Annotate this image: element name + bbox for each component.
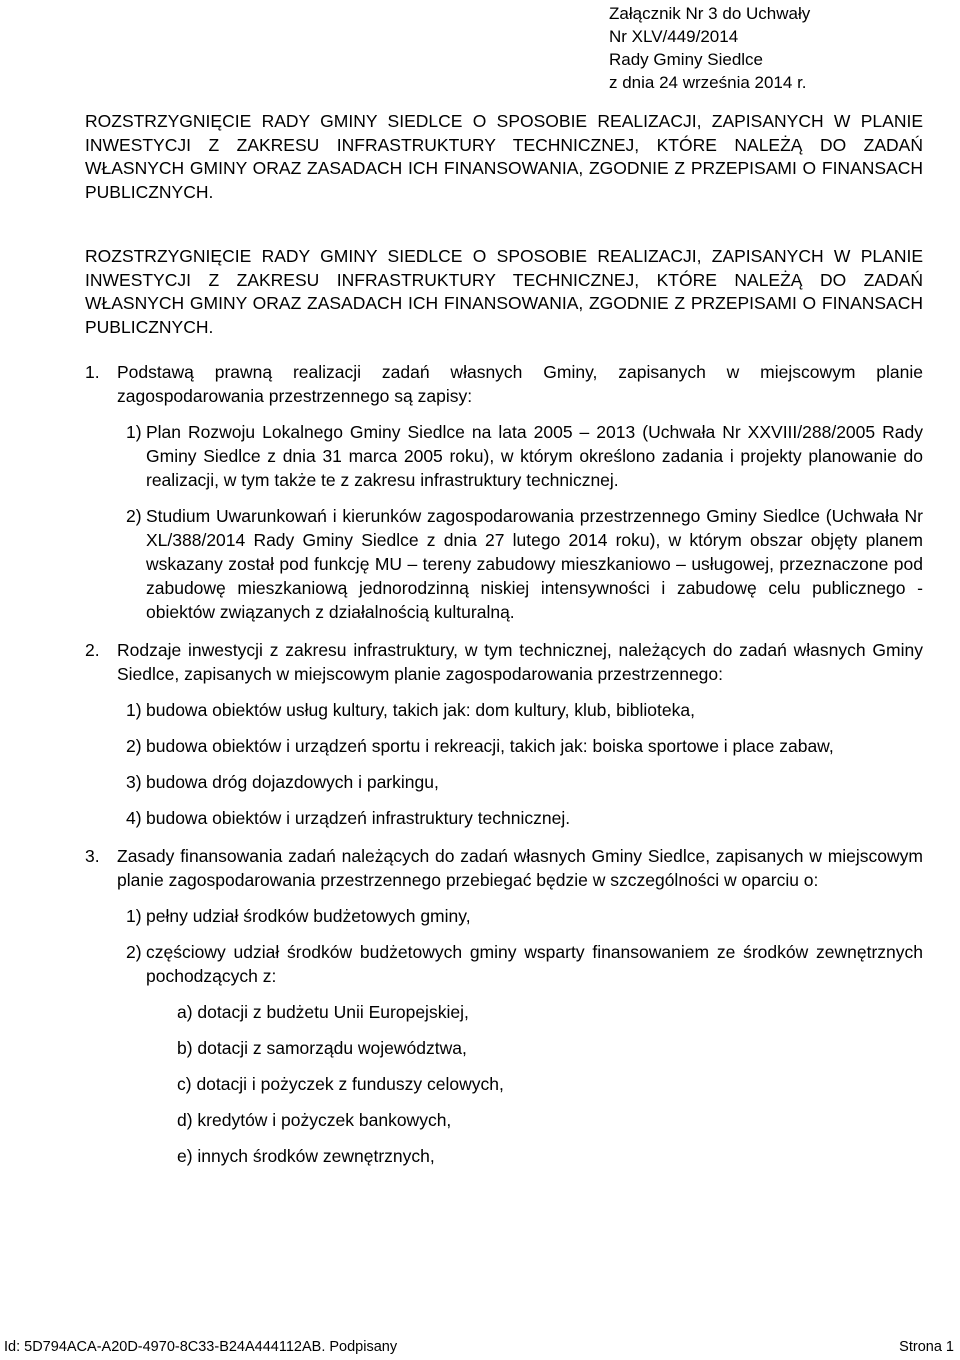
letter-item: a) dotacji z budżetu Unii Europejskiej, (177, 1002, 469, 1022)
section-text: Zasady finansowania zadań należących do zadań własnych Gminy Siedlce, zapisanych w miejscowym planie zagospodarowania przestrzennego przebiegać będzie w szczególności w oparciu o: (117, 846, 923, 890)
document-id-footer: Id: 5D794ACA-A20D-4970-8C33-B24A444112AB. Podpisany (4, 1339, 398, 1355)
letter-item: c) dotacji i pożyczek z funduszy celowych, (177, 1074, 504, 1094)
section-number: 1. (85, 362, 100, 382)
list-item (85, 698, 923, 722)
list-item-number: 1) (126, 906, 142, 926)
section-text: Podstawą prawną realizacji zadań własnych Gminy, zapisanych w miejscowym planie zagospodarowania przestrzennego są zapisy: (117, 362, 923, 406)
document-heading-repeat: ROZSTRZYGNIĘCIE RADY GMINY SIEDLCE O SPOSOBIE REALIZACJI, ZAPISANYCH W PLANIE INWESTYCJI Z ZAKRESU INFRASTRUKTURY TECHNICZNEJ, KTÓRE NALEŻĄ DO ZADAŃ WŁASNYCH GMINY ORAZ ZASADACH ICH FINANSOWANIA, ZGODNIE Z PRZEPISAMI O FINANSACH PUBLICZNYCH. (85, 246, 923, 337)
section-3 (85, 844, 923, 892)
list-item (85, 806, 923, 830)
section-2-list (85, 698, 923, 830)
list-item-text: budowa obiektów i urządzeń sportu i rekreacji, takich jak: boiska sportowe i place zabaw, (146, 736, 834, 756)
list-item-text: budowa dróg dojazdowych i parkingu, (146, 772, 439, 792)
section-number: 2. (85, 640, 100, 660)
list-item-text: pełny udział środków budżetowych gminy, (146, 906, 471, 926)
document-body (85, 360, 923, 1168)
list-item (85, 770, 923, 794)
list-item (85, 904, 923, 928)
list-item-text: częściowy udział środków budżetowych gminy wsparty finansowaniem ze środków zewnętrznych pochodzących z: (146, 942, 923, 986)
section-3-list (85, 904, 923, 988)
list-item-text: Studium Uwarunkowań i kierunków zagospodarowania przestrzennego Gminy Siedlce (Uchwała Nr XL/388/2014 Rady Gminy Siedlce z dnia 27 lutego 2014 roku), w którym obszar objęty planem wskazany został pod funkcję MU – tereny zabudowy mieszkaniowo – usługowej, przeznaczone pod zabudowę mieszkaniową jednorodzinną niskiej intensywności i zabudowę celu publicznego - obiektów związanych z działalnością kulturalną. (146, 506, 923, 622)
annex-header (609, 2, 810, 94)
annex-line-2: Nr XLV/449/2014 (609, 27, 739, 46)
list-item-number: 1) (126, 700, 142, 720)
section-number: 3. (85, 846, 100, 866)
list-item (85, 504, 923, 624)
letter-item: b) dotacji z samorządu województwa, (177, 1038, 467, 1058)
section-2 (85, 638, 923, 686)
annex-line-4: z dnia 24 września 2014 r. (609, 73, 807, 92)
document-heading: ROZSTRZYGNIĘCIE RADY GMINY SIEDLCE O SPOSOBIE REALIZACJI, ZAPISANYCH W PLANIE INWESTYCJI Z ZAKRESU INFRASTRUKTURY TECHNICZNEJ, KTÓRE NALEŻĄ DO ZADAŃ WŁASNYCH GMINY ORAZ ZASADACH ICH FINANSOWANIA, ZGODNIE Z PRZEPISAMI O FINANSACH PUBLICZNYCH. (85, 111, 923, 202)
section-3-sublist (85, 1000, 923, 1168)
list-item-number: 3) (126, 772, 142, 792)
section-1 (85, 360, 923, 408)
annex-line-1: Załącznik Nr 3 do Uchwały (609, 4, 811, 23)
list-item-number: 2) (126, 506, 142, 526)
list-item (85, 734, 923, 758)
letter-item: d) kredytów i pożyczek bankowych, (177, 1110, 452, 1130)
page-number-footer: Strona 1 (899, 1339, 954, 1355)
list-item (85, 940, 923, 988)
list-item-number: 4) (126, 808, 142, 828)
annex-line-3: Rady Gminy Siedlce (609, 50, 764, 69)
section-text: Rodzaje inwestycji z zakresu infrastruktury, w tym technicznej, należących do zadań własnych Gminy Siedlce, zapisanych w miejscowym planie zagospodarowania przestrzennego: (117, 640, 923, 684)
list-item-number: 1) (126, 422, 142, 442)
list-item-text: Plan Rozwoju Lokalnego Gminy Siedlce na lata 2005 – 2013 (Uchwała Nr XXVIII/288/2005 Rady Gminy Siedlce z dnia 31 marca 2005 roku), w którym określono zadania i projekty planowanie do realizacji, w tym także te z zakresu infrastruktury technicznej. (146, 422, 923, 490)
list-item (85, 420, 923, 492)
list-item-text: budowa obiektów usług kultury, takich jak: dom kultury, klub, biblioteka, (146, 700, 695, 720)
list-item-number: 2) (126, 942, 142, 962)
letter-item: e) innych środków zewnętrznych, (177, 1146, 435, 1166)
list-item-number: 2) (126, 736, 142, 756)
list-item-text: budowa obiektów i urządzeń infrastruktury technicznej. (146, 808, 571, 828)
section-1-list (85, 420, 923, 624)
